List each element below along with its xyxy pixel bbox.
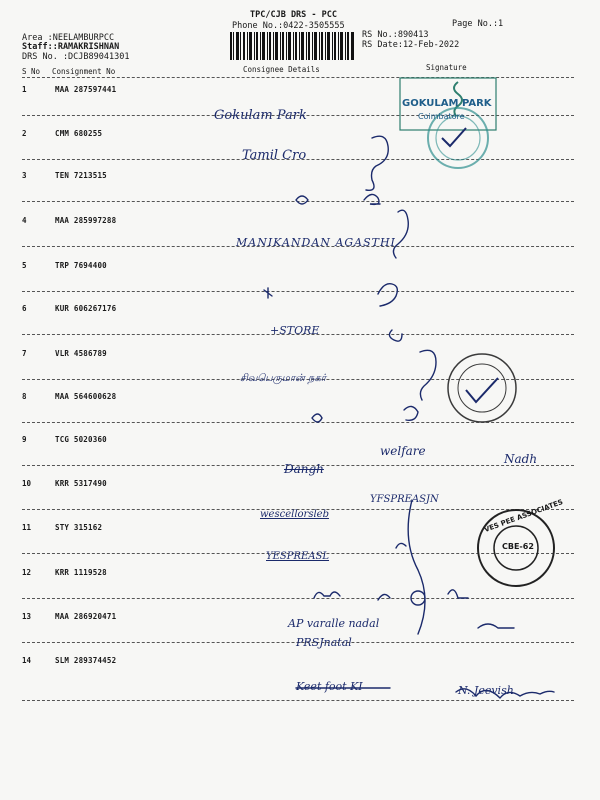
col-consignment: Consignment No xyxy=(52,67,116,76)
row-sno: 12 xyxy=(22,568,32,577)
row-consignment: MAA 285997288 xyxy=(55,216,117,225)
row-consignment: MAA 287597441 xyxy=(55,85,117,94)
row-divider xyxy=(22,201,574,202)
row-consignment: TEN 7213515 xyxy=(55,171,107,180)
row-consignment: MAA 564600628 xyxy=(55,392,117,401)
handwriting-row4: MANIKANDAN AGASTHI xyxy=(236,236,396,249)
handwriting-row1: Gokulam Park xyxy=(214,108,307,123)
page-number: Page No.:1 xyxy=(452,19,504,29)
row-sno: 8 xyxy=(22,392,27,401)
drs-number: DRS No. :DCJB89041301 xyxy=(22,52,130,62)
row-divider xyxy=(22,700,574,701)
row-sno: 5 xyxy=(22,261,27,270)
row-consignment: TCG 5020360 xyxy=(55,435,107,444)
handwriting-row10-top: YFSPREASJN xyxy=(370,494,439,505)
row-sno: 11 xyxy=(22,523,32,532)
row-consignment: KUR 606267176 xyxy=(55,304,117,313)
handwriting-row7: சிவபெருமான் நகர் xyxy=(240,373,327,384)
col-sno: S No xyxy=(22,67,41,76)
handwriting-row13-b: PRSJnatal xyxy=(296,636,352,649)
col-signature: Signature xyxy=(426,63,467,72)
barcode xyxy=(230,32,354,60)
area-label: Area :NEELAMBURPCC xyxy=(22,33,115,43)
doc-title: TPC/CJB DRS - PCC xyxy=(250,10,337,20)
vespee-associates-stamp xyxy=(476,498,565,588)
row-sno: 10 xyxy=(22,479,32,488)
row-sno: 9 xyxy=(22,435,27,444)
phone-number: Phone No.:0422-3505555 xyxy=(232,21,345,31)
gokulam-stamp-title: GOKULAM PARK xyxy=(402,98,492,109)
row-consignment: TRP 7694400 xyxy=(55,261,107,270)
handwriting-row11: YESPREASL xyxy=(266,551,330,562)
handwriting-row2: Tamil Cro xyxy=(242,148,307,163)
round-date-stamp xyxy=(444,350,520,426)
gokulam-stamp-graphic xyxy=(398,76,508,172)
row-sno: 14 xyxy=(22,656,32,665)
col-consignee-details: Consignee Details xyxy=(243,65,320,74)
row-consignment: VLR 4586789 xyxy=(55,349,107,358)
row-consignment: KRR 1119528 xyxy=(55,568,107,577)
handwriting-row14-b: N. Jeevish xyxy=(458,684,514,697)
rs-number: RS No.:890413 xyxy=(362,30,429,40)
row-consignment: CMM 680255 xyxy=(55,129,103,138)
row-sno: 6 xyxy=(22,304,27,313)
row-sno: 7 xyxy=(22,349,27,358)
gokulam-park-stamp xyxy=(398,76,508,172)
row-consignment: STY 315162 xyxy=(55,523,103,532)
handwriting-row14-a: Keet foot KI xyxy=(296,680,363,693)
row-consignment: MAA 286920471 xyxy=(55,612,117,621)
row-consignment: SLM 289374452 xyxy=(55,656,117,665)
handwriting-nadh: Nadh xyxy=(504,452,538,466)
gokulam-stamp-city: Coimbatore xyxy=(418,112,465,121)
row-sno: 2 xyxy=(22,129,27,138)
handwriting-row9-left: Dangh xyxy=(284,462,324,476)
row-divider xyxy=(22,291,574,292)
handwriting-row10-bottom: wescellorsleb xyxy=(260,509,329,520)
vespee-stamp-name: VES PEE ASSOCIATES xyxy=(483,498,565,534)
handwriting-row9-right: welfare xyxy=(380,444,426,458)
staff-label: Staff::RAMAKRISHNAN xyxy=(22,42,120,52)
row-divider xyxy=(22,598,574,599)
rs-date: RS Date:12-Feb-2022 xyxy=(362,40,460,50)
vespee-stamp-code: CBE-62 xyxy=(502,542,534,551)
row-sno: 4 xyxy=(22,216,27,225)
handwriting-row6: +STORE xyxy=(270,324,320,337)
row-sno: 1 xyxy=(22,85,27,94)
row-sno: 13 xyxy=(22,612,32,621)
row-consignment: KRR 5317490 xyxy=(55,479,107,488)
handwriting-row13-a: AP varalle nadal xyxy=(288,617,380,630)
row-sno: 3 xyxy=(22,171,27,180)
